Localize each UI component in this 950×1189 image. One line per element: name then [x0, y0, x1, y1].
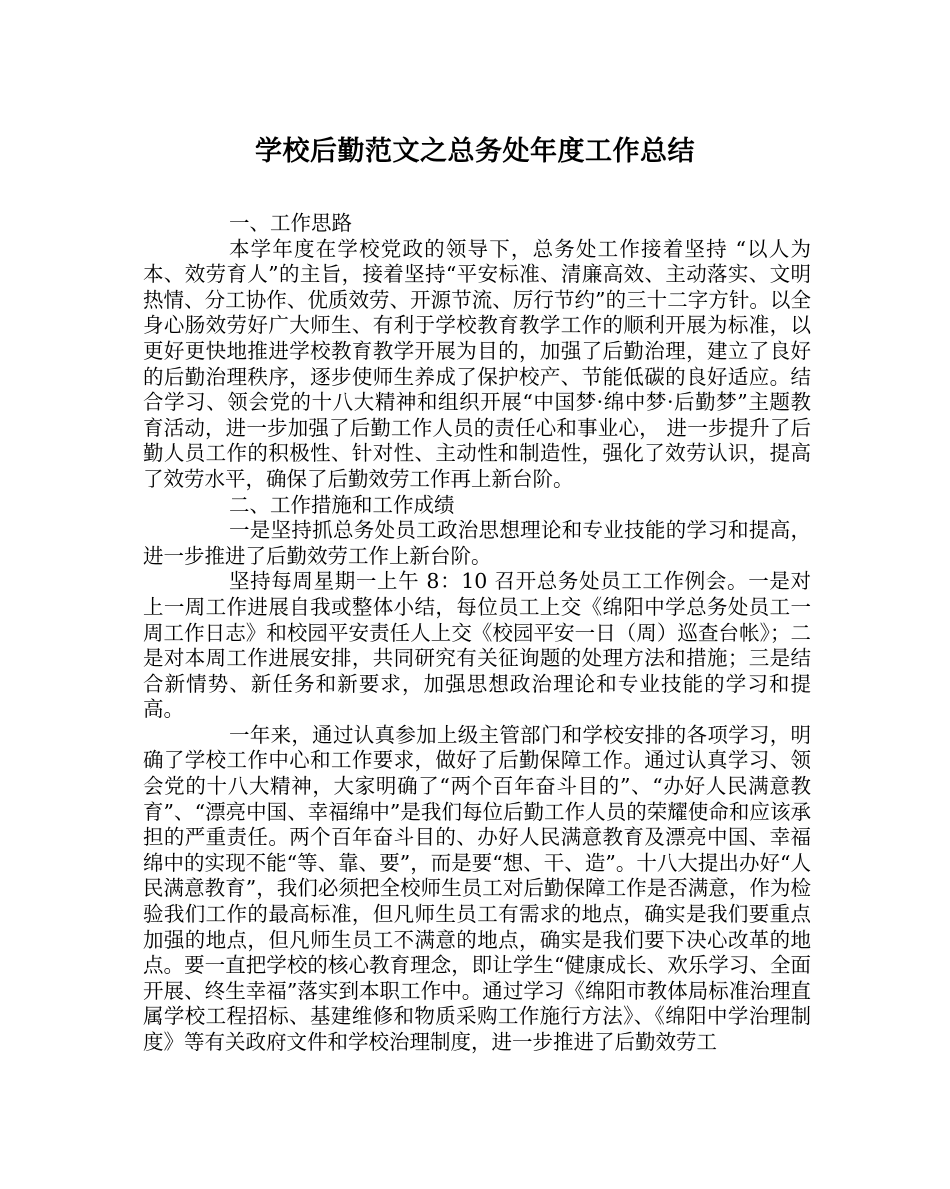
section-heading: 一、工作思路 — [229, 211, 352, 235]
document-title: 学校后勤范文之总务处年度工作总结 — [255, 136, 695, 167]
document-body — [143, 211, 811, 1056]
paragraph: 坚持每周星期一上午 8：10 召开总务处员工工作例会。一是对上一周工作进展自我或整体小结，每位员工上交《绵阳中学总务处员工一周工作日志》和校园平安责任人上交《校园平安一日（周）巡查台帐》；二是对本周工作进展安排，共同研究有关征询题的处理方法和措施；三是结合新情势、新任务和新要求，加强思想政治理论和专业技能的学习和提高。 — [143, 569, 811, 722]
paragraph: 本学年度在学校党政的领导下，总务处工作接着坚持 “以人为本、效劳育人”的主旨，接着坚持“平安标准、清廉高效、主动落实、文明热情、分工协作、优质效劳、开源节流、厉行节约”的三十二字方针。以全身心肠效劳好广大师生、有利于学校教育教学工作的顺利开展为标准，以更好更快地推进学校教育教学开展为目的，加强了后勤治理，建立了良好的后勤治理秩序，逐步使师生养成了保护校产、节能低碳的良好适应。结合学习、领会党的十八大精神和组织开展“中国梦·绵中梦·后勤梦”主题教育活动，进一步加强了后勤工作人员的责任心和事业心， 进一步提升了后勤人员工作的积极性、针对性、主动性和制造性，强化了效劳认识，提高了效劳水平，确保了后勤效劳工作再上新台阶。 — [143, 236, 811, 491]
section-heading: 二、工作措施和工作成绩 — [229, 492, 455, 517]
paragraph: 一年来，通过认真参加上级主管部门和学校安排的各项学习，明确了学校工作中心和工作要求，做好了后勤保障工作。通过认真学习、领会党的十八大精神，大家明确了“两个百年奋斗目的”、“办好人民满意教育”、“漂亮中国、幸福绵中”是我们每位后勤工作人员的荣耀使命和应该承担的严重责任。两个百年奋斗目的、办好人民满意教育及漂亮中国、幸福绵中的实现不能“等、靠、要”，而是要“想、干、造”。十八大提出办好“人民满意教育”，我们必须把全校师生员工对后勤保障工作是否满意，作为检验我们工作的最高标准，但凡师生员工有需求的地点，确实是我们要重点加强的地点，但凡师生员工不满意的地点，确实是我们要下决心改革的地点。要一直把学校的核心教育理念，即让学生“健康成长、欢乐学习、全面开展、终生幸福”落实到本职工作中。通过学习《绵阳市教体局标准治理直属学校工程招标、基建维修和物质采购工作施行方法》、《绵阳中学治理制度》等有关政府文件和学校治理制度，进一步推进了后勤效劳工 — [143, 722, 811, 1054]
paragraph: 一是坚持抓总务处员工政治思想理论和专业技能的学习和提高，进一步推进了后勤效劳工作上新台阶。 — [143, 518, 811, 568]
